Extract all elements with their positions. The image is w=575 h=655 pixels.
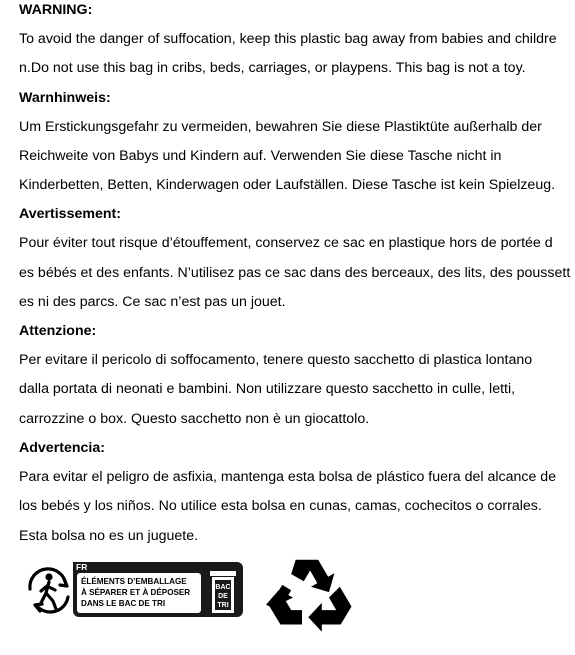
- logo-row: [24, 552, 384, 632]
- warning-text-fr-line: es bébés et des enfants. N’utilisez pas ce sac dans des berceaux, des lits, des poussett: [19, 265, 571, 281]
- warning-heading-fr: Avertissement:: [19, 206, 121, 222]
- warning-text-fr-line: Pour éviter tout risque d’étouffement, conservez ce sac en plastique hors de portée d: [19, 235, 553, 251]
- warning-text-en-line: n.Do not use this bag in cribs, beds, carriages, or playpens. This bag is not a toy.: [19, 60, 526, 76]
- bin-label-3: TRI: [217, 602, 229, 609]
- warning-text-es-line: Esta bolsa no es un juguete.: [19, 528, 199, 544]
- triman-country-code: FR: [76, 562, 88, 572]
- warning-text-it-line: carrozzine o box. Questo sacchetto non è un giocattolo.: [19, 411, 370, 427]
- bin-label-2: DE: [218, 593, 228, 600]
- warning-heading-it: Attenzione:: [19, 323, 97, 339]
- warning-text-de-line: Kinderbetten, Betten, Kinderwagen oder Laufställen. Diese Tasche ist kein Spielzeug.: [19, 177, 556, 193]
- warning-heading-en: WARNING:: [19, 2, 93, 18]
- warning-heading-de: Warnhinweis:: [19, 90, 111, 106]
- warning-text-it-line: dalla portata di neonati e bambini. Non utilizzare questo sacchetto in culle, letti,: [19, 381, 516, 397]
- triman-text-line-3: DANS LE BAC DE TRI: [81, 599, 166, 608]
- recycling-symbol-icon: [266, 552, 356, 634]
- triman-logo-icon: [24, 555, 244, 619]
- bin-label-1: BAC: [215, 584, 231, 591]
- triman-text-line-1: ÉLÉMENTS D’EMBALLAGE: [81, 577, 187, 586]
- warning-text-es-line: Para evitar el peligro de asfixia, mantenga esta bolsa de plástico fuera del alcance de: [19, 469, 557, 485]
- sorting-bin-icon: [210, 571, 236, 613]
- warning-text-es-line: los bebés y los niños. No utilice esta bolsa en cunas, camas, cochecitos o corrales.: [19, 498, 542, 514]
- warning-heading-es: Advertencia:: [19, 440, 105, 456]
- warning-text-de-line: Reichweite von Babys und Kindern auf. Verwenden Sie diese Tasche nicht in: [19, 148, 502, 164]
- warning-text-it-line: Per evitare il pericolo di soffocamento, tenere questo sacchetto di plastica lontano: [19, 352, 533, 368]
- triman-text-line-2: À SÉPARER ET À DÉPOSER: [81, 588, 191, 597]
- warning-text-fr-line: es ni des parcs. Ce sac n’est pas un jouet.: [19, 294, 286, 310]
- warning-text-en-line: To avoid the danger of suffocation, keep this plastic bag away from babies and childre: [19, 31, 557, 47]
- warning-text-de-line: Um Erstickungsgefahr zu vermeiden, bewahren Sie diese Plastiktüte außerhalb der: [19, 119, 542, 135]
